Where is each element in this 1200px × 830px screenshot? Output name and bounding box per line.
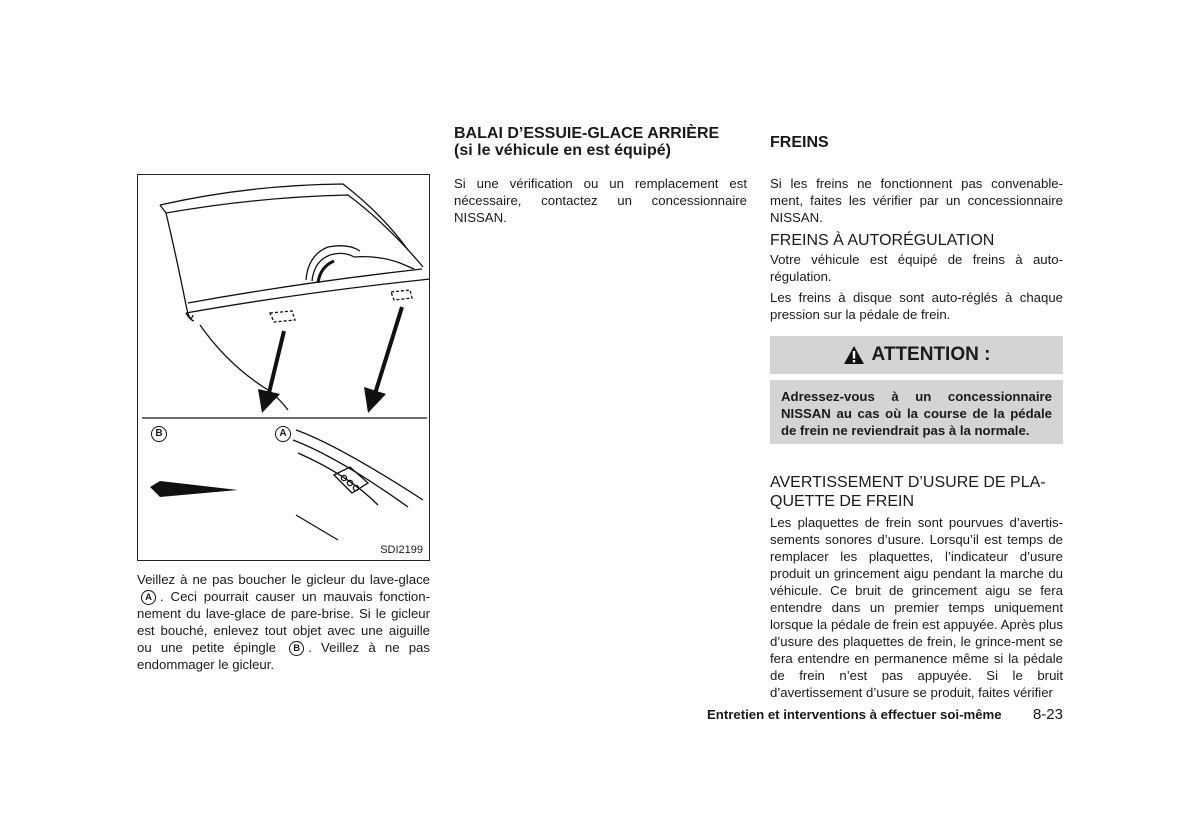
self-adjust-heading: FREINS À AUTORÉGULATION (770, 232, 995, 249)
rear-wiper-body: Si une vérification ou un remplacement est nécessaire, contactez un concessionnaire NISSAN. (454, 176, 747, 225)
self-adjust-text-1: Votre véhicule est équipé de freins à auto-régulation. (770, 252, 1063, 284)
warning-triangle-icon (843, 345, 865, 365)
caption-text-3: . Veillez à ne pas endommager le gicleur. (137, 640, 430, 672)
page-number: 8-23 (1032, 706, 1063, 723)
attention-title: ATTENTION : (871, 344, 991, 365)
attention-box (770, 336, 1063, 444)
arrow-down-icon (258, 389, 280, 413)
caption-text-2: . Ceci pourrait causer un mauvais fonction-nement du lave-glace de pare-brise. Si le gicleur est bouché, enlevez tout objet avec une aiguille ou une petite épingle (137, 589, 430, 655)
attention-text: Adressez-vous à un concessionnaire NISSAN au cas où la course de la pédale de frein ne reviendrait pas à la normale. (770, 380, 1063, 444)
needle-icon (150, 481, 238, 497)
self-adjust-text-2: Les freins à disque sont auto-réglés à chaque pression sur la pédale de frein. (770, 290, 1063, 322)
arrow-down-icon (364, 387, 386, 413)
figure-code: SDI2199 (380, 544, 423, 556)
rear-washer-figure (137, 174, 430, 561)
wear-heading-2: QUETTE DE FREIN (770, 493, 915, 510)
rear-wiper-section (454, 125, 747, 226)
wear-warning-section (770, 473, 1063, 701)
figure-caption (137, 571, 430, 673)
inline-label-a: A (141, 590, 156, 605)
label-b: B (151, 426, 167, 442)
page-footer (707, 706, 1063, 723)
label-a: A (275, 426, 291, 442)
rear-wiper-heading-2: (si le véhicule en est équipé) (454, 142, 671, 159)
brakes-section (770, 134, 1063, 323)
brakes-intro: Si les freins ne fonctionnent pas convenable-ment, faites les vérifier par un concessionnaire NISSAN. (770, 176, 1063, 225)
rear-wiper-heading-1: BALAI D’ESSUIE-GLACE ARRIÈRE (454, 125, 720, 142)
wear-heading-1: AVERTISSEMENT D’USURE DE PLA- (770, 474, 1046, 491)
brakes-heading: FREINS (770, 134, 829, 151)
inline-label-b: B (289, 641, 304, 656)
rear-window-illustration (138, 175, 430, 561)
caption-text-1: Veillez à ne pas boucher le gicleur du lave-glace (137, 572, 430, 587)
footer-section-title: Entretien et interventions à effectuer soi-même (707, 707, 1002, 722)
attention-header (770, 336, 1063, 374)
wear-text: Les plaquettes de frein sont pourvues d’avertis-sements sonores d’usure. Lorsqu’il est temps de remplacer les plaquettes, l’indicateur d’usure produit un grincement aigu pendant la marche du véhicule. Ce bruit de grincement aigu se fera entendre dans un premier temps uniquement lorsque la pédale de frein est appuyée. Après plus d’usure des plaquettes de frein, le grince-ment se fera entendre en permanence même si la pédale de frein n’est pas appuyée. Si le bruit d’avertissement d’usure se produit, faites vérifier (770, 515, 1063, 700)
